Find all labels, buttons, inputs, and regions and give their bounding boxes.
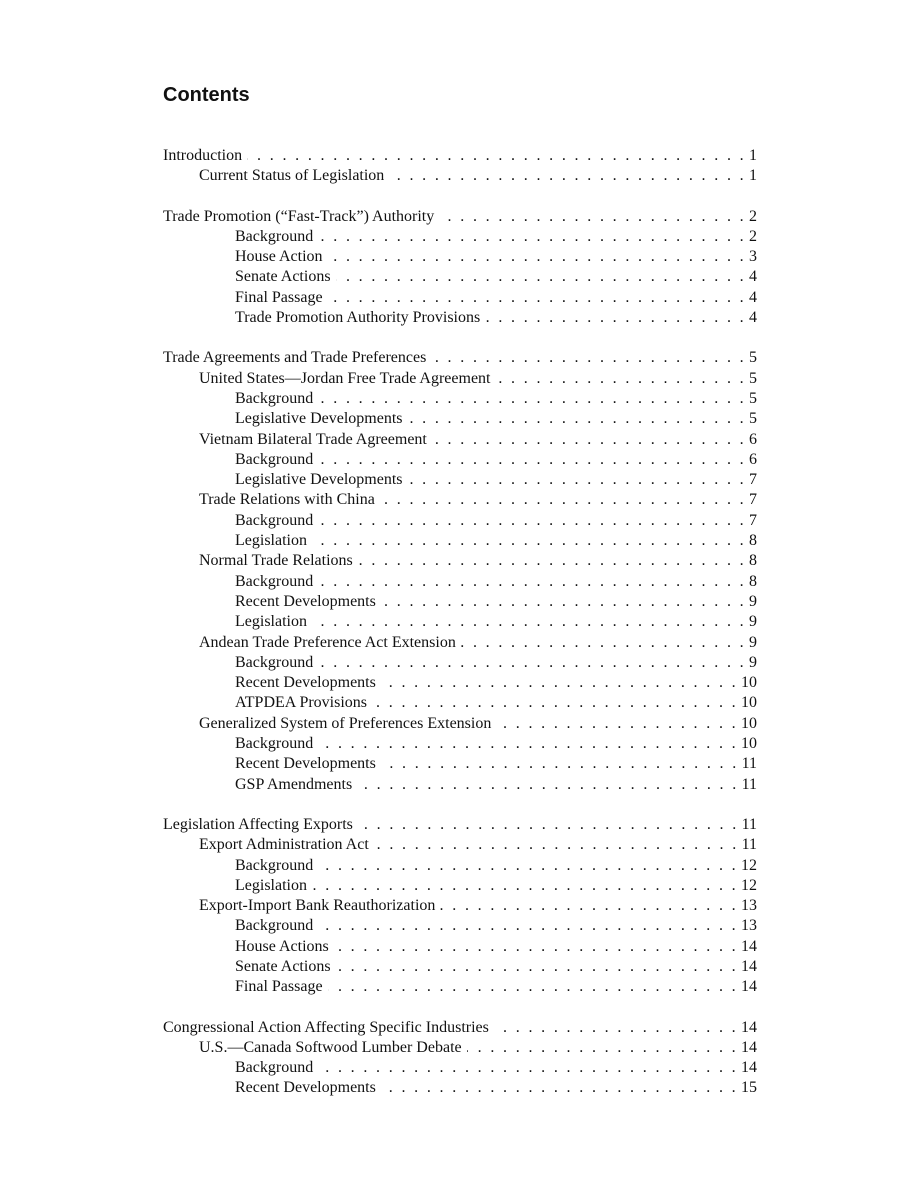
dot-leader — [247, 146, 746, 166]
toc-entry[interactable] — [163, 937, 757, 957]
toc-entry[interactable] — [163, 916, 757, 936]
dot-leader — [358, 815, 739, 835]
toc-page-number: 11 — [741, 815, 757, 833]
toc-page-number: 10 — [741, 694, 757, 712]
toc-section — [163, 146, 757, 187]
dot-leader — [485, 308, 746, 328]
toc-entry[interactable] — [163, 612, 757, 632]
toc-entry[interactable] — [163, 734, 757, 754]
toc-entry[interactable] — [163, 207, 757, 227]
toc-page-number: 5 — [749, 389, 757, 407]
toc-entry[interactable] — [163, 389, 757, 409]
toc-page-number: 5 — [749, 349, 757, 367]
toc-page-number: 14 — [741, 1038, 757, 1056]
toc-entry[interactable] — [163, 430, 757, 450]
toc-page-number: 9 — [749, 653, 757, 671]
toc-entry[interactable] — [163, 673, 757, 693]
toc-page-number: 4 — [749, 268, 757, 286]
dot-leader — [381, 592, 746, 612]
dot-leader — [318, 450, 746, 470]
dot-leader — [496, 369, 747, 389]
toc-entry-title: Trade Promotion Authority Provisions — [235, 309, 481, 327]
dot-leader — [318, 916, 738, 936]
toc-entry-title: Trade Relations with China — [199, 491, 375, 509]
toc-entry[interactable] — [163, 409, 757, 429]
toc-entry[interactable] — [163, 490, 757, 510]
toc-entry-title: Background — [235, 653, 314, 671]
toc-page-number: 9 — [749, 633, 757, 651]
toc-entry-title: Recent Developments — [235, 674, 376, 692]
toc-section — [163, 1018, 757, 1099]
toc-page-number: 2 — [749, 227, 757, 245]
dot-leader — [381, 673, 738, 693]
toc-entry[interactable] — [163, 247, 757, 267]
toc-section — [163, 815, 757, 998]
dot-leader — [318, 227, 746, 247]
toc-entry[interactable] — [163, 835, 757, 855]
dot-leader — [432, 430, 746, 450]
toc-entry-title: Senate Actions — [235, 957, 331, 975]
toc-entry[interactable] — [163, 308, 757, 328]
toc-entry-title: Senate Actions — [235, 268, 331, 286]
toc-page-number: 7 — [749, 471, 757, 489]
dot-leader — [318, 572, 746, 592]
toc-entry[interactable] — [163, 653, 757, 673]
dot-leader — [431, 348, 746, 368]
toc-entry-title: Recent Developments — [235, 755, 376, 773]
toc-entry-title: Background — [235, 856, 314, 874]
toc-page-number: 3 — [749, 248, 757, 266]
toc-page-number: 5 — [749, 410, 757, 428]
dot-leader — [328, 977, 738, 997]
toc-entry[interactable] — [163, 227, 757, 247]
toc-page-number: 8 — [749, 532, 757, 550]
page-title: Contents — [163, 84, 250, 106]
toc-entry-title: Background — [235, 917, 314, 935]
toc-entry[interactable] — [163, 1038, 757, 1058]
toc-entry[interactable] — [163, 592, 757, 612]
dot-leader — [312, 876, 738, 896]
dot-leader — [334, 937, 738, 957]
dot-leader — [318, 734, 738, 754]
toc-entry-title: Legislative Developments — [235, 410, 403, 428]
toc-entry[interactable] — [163, 775, 757, 795]
toc-entry[interactable] — [163, 348, 757, 368]
toc-entry-title: Trade Agreements and Trade Preferences — [163, 349, 427, 367]
dot-leader — [318, 1058, 738, 1078]
dot-leader — [408, 409, 746, 429]
toc-entry[interactable] — [163, 572, 757, 592]
dot-leader — [318, 856, 738, 876]
toc-page-number: 7 — [749, 491, 757, 509]
dot-leader — [440, 896, 738, 916]
toc-entry[interactable] — [163, 267, 757, 287]
toc-entry[interactable] — [163, 470, 757, 490]
dot-leader — [328, 288, 746, 308]
toc-entry-title: Background — [235, 572, 314, 590]
dot-leader — [374, 835, 739, 855]
toc-page-number: 12 — [741, 856, 757, 874]
toc-page-number: 10 — [741, 714, 757, 732]
toc-entry-title: Andean Trade Preference Act Extension — [199, 633, 456, 651]
toc-page-number: 11 — [741, 836, 757, 854]
toc-entry[interactable] — [163, 896, 757, 916]
toc-entry-title: Legislation Affecting Exports — [163, 815, 353, 833]
dot-leader — [312, 612, 746, 632]
toc-page-number: 13 — [741, 917, 757, 935]
toc-page-number: 2 — [749, 207, 757, 225]
toc-entry-title: Vietnam Bilateral Trade Agreement — [199, 430, 427, 448]
toc-section — [163, 348, 757, 795]
toc-page-number: 9 — [749, 592, 757, 610]
toc-section — [163, 207, 757, 329]
toc-entry-title: Introduction — [163, 147, 243, 164]
dot-leader — [312, 531, 746, 551]
toc-page-number: 11 — [741, 755, 757, 773]
toc-entry[interactable] — [163, 856, 757, 876]
toc-entry-title: Background — [235, 511, 314, 529]
toc-entry[interactable] — [163, 815, 757, 835]
toc-entry-title: House Actions — [235, 937, 329, 955]
toc-entry[interactable] — [163, 450, 757, 470]
toc-entry-title: House Action — [235, 248, 323, 266]
dot-leader — [328, 247, 746, 267]
toc-entry-title: Background — [235, 389, 314, 407]
toc-entry-title: Generalized System of Preferences Extension — [199, 714, 492, 732]
toc-page-number: 15 — [741, 1079, 757, 1097]
dot-leader — [467, 1038, 738, 1058]
dot-leader — [381, 1078, 738, 1098]
toc-entry-title: Export-Import Bank Reauthorization — [199, 897, 436, 915]
toc-entry[interactable] — [163, 511, 757, 531]
toc-page-number: 1 — [749, 147, 757, 164]
toc-page-number: 6 — [749, 450, 757, 468]
dot-leader — [494, 1018, 738, 1038]
dot-leader — [408, 470, 746, 490]
toc-page-number: 10 — [741, 674, 757, 692]
toc-entry-title: ATPDEA Provisions — [235, 694, 368, 712]
toc-entry[interactable] — [163, 876, 757, 896]
toc-page-number: 1 — [749, 167, 757, 185]
toc-entry[interactable] — [163, 754, 757, 774]
dot-leader — [381, 754, 739, 774]
toc-entry[interactable] — [163, 1078, 757, 1098]
toc-page-number: 13 — [741, 897, 757, 915]
dot-leader — [389, 166, 746, 186]
toc-entry[interactable] — [163, 1018, 757, 1038]
toc-page-number: 4 — [749, 288, 757, 306]
toc-page-number: 14 — [741, 1059, 757, 1077]
toc-entry-title: Legislation — [235, 532, 307, 550]
toc-entry-title: Congressional Action Affecting Specific Industries — [163, 1018, 489, 1036]
toc-entry-title: Background — [235, 450, 314, 468]
dot-leader — [336, 267, 746, 287]
toc-entry-title: Final Passage — [235, 288, 323, 306]
dot-leader — [318, 653, 746, 673]
toc-entry-title: Legislation — [235, 613, 307, 631]
toc-entry-title: Background — [235, 227, 314, 245]
toc-entry-title: Export Administration Act — [199, 836, 369, 854]
dot-leader — [439, 207, 746, 227]
toc-page-number: 9 — [749, 613, 757, 631]
toc-page-number: 5 — [749, 369, 757, 387]
toc-entry[interactable] — [163, 166, 757, 186]
dot-leader — [372, 693, 738, 713]
toc-page-number: 14 — [741, 957, 757, 975]
table-of-contents — [163, 146, 757, 1119]
toc-entry[interactable] — [163, 369, 757, 389]
dot-leader — [336, 957, 738, 977]
toc-entry-title: Current Status of Legislation — [199, 167, 385, 185]
toc-entry-title: Recent Developments — [235, 1079, 376, 1097]
dot-leader — [380, 490, 746, 510]
toc-entry[interactable] — [163, 288, 757, 308]
toc-page-number: 8 — [749, 552, 757, 570]
toc-page-number: 6 — [749, 430, 757, 448]
dot-leader — [496, 714, 738, 734]
toc-entry[interactable] — [163, 1058, 757, 1078]
toc-entry-title: Legislative Developments — [235, 471, 403, 489]
toc-entry-title: U.S.—Canada Softwood Lumber Debate — [199, 1038, 462, 1056]
toc-entry[interactable] — [163, 957, 757, 977]
toc-entry-title: Trade Promotion (“Fast-Track”) Authority — [163, 207, 435, 225]
toc-page-number: 7 — [749, 511, 757, 529]
toc-entry-title: Final Passage — [235, 978, 323, 996]
toc-entry-title: Background — [235, 1059, 314, 1077]
toc-entry[interactable] — [163, 977, 757, 997]
toc-entry[interactable] — [163, 146, 757, 166]
toc-entry-title: Normal Trade Relations — [199, 552, 353, 570]
toc-entry[interactable] — [163, 633, 757, 653]
toc-page-number: 8 — [749, 572, 757, 590]
toc-entry-title: Legislation — [235, 876, 307, 894]
toc-entry[interactable] — [163, 714, 757, 734]
toc-page-number: 14 — [741, 937, 757, 955]
dot-leader — [357, 775, 738, 795]
toc-page-number: 10 — [741, 735, 757, 753]
toc-entry-title: Recent Developments — [235, 592, 376, 610]
toc-page-number: 12 — [741, 876, 757, 894]
toc-page-number: 14 — [741, 978, 757, 996]
toc-entry-title: GSP Amendments — [235, 775, 353, 793]
dot-leader — [318, 511, 746, 531]
toc-entry-title: Background — [235, 735, 314, 753]
toc-entry[interactable] — [163, 693, 757, 713]
toc-page-number: 11 — [741, 775, 757, 793]
dot-leader — [461, 633, 746, 653]
dot-leader — [358, 551, 746, 571]
dot-leader — [318, 389, 746, 409]
toc-page-number: 14 — [741, 1018, 757, 1036]
toc-entry[interactable] — [163, 551, 757, 571]
toc-page-number: 4 — [749, 309, 757, 327]
toc-entry-title: United States—Jordan Free Trade Agreement — [199, 369, 491, 387]
toc-entry[interactable] — [163, 531, 757, 551]
